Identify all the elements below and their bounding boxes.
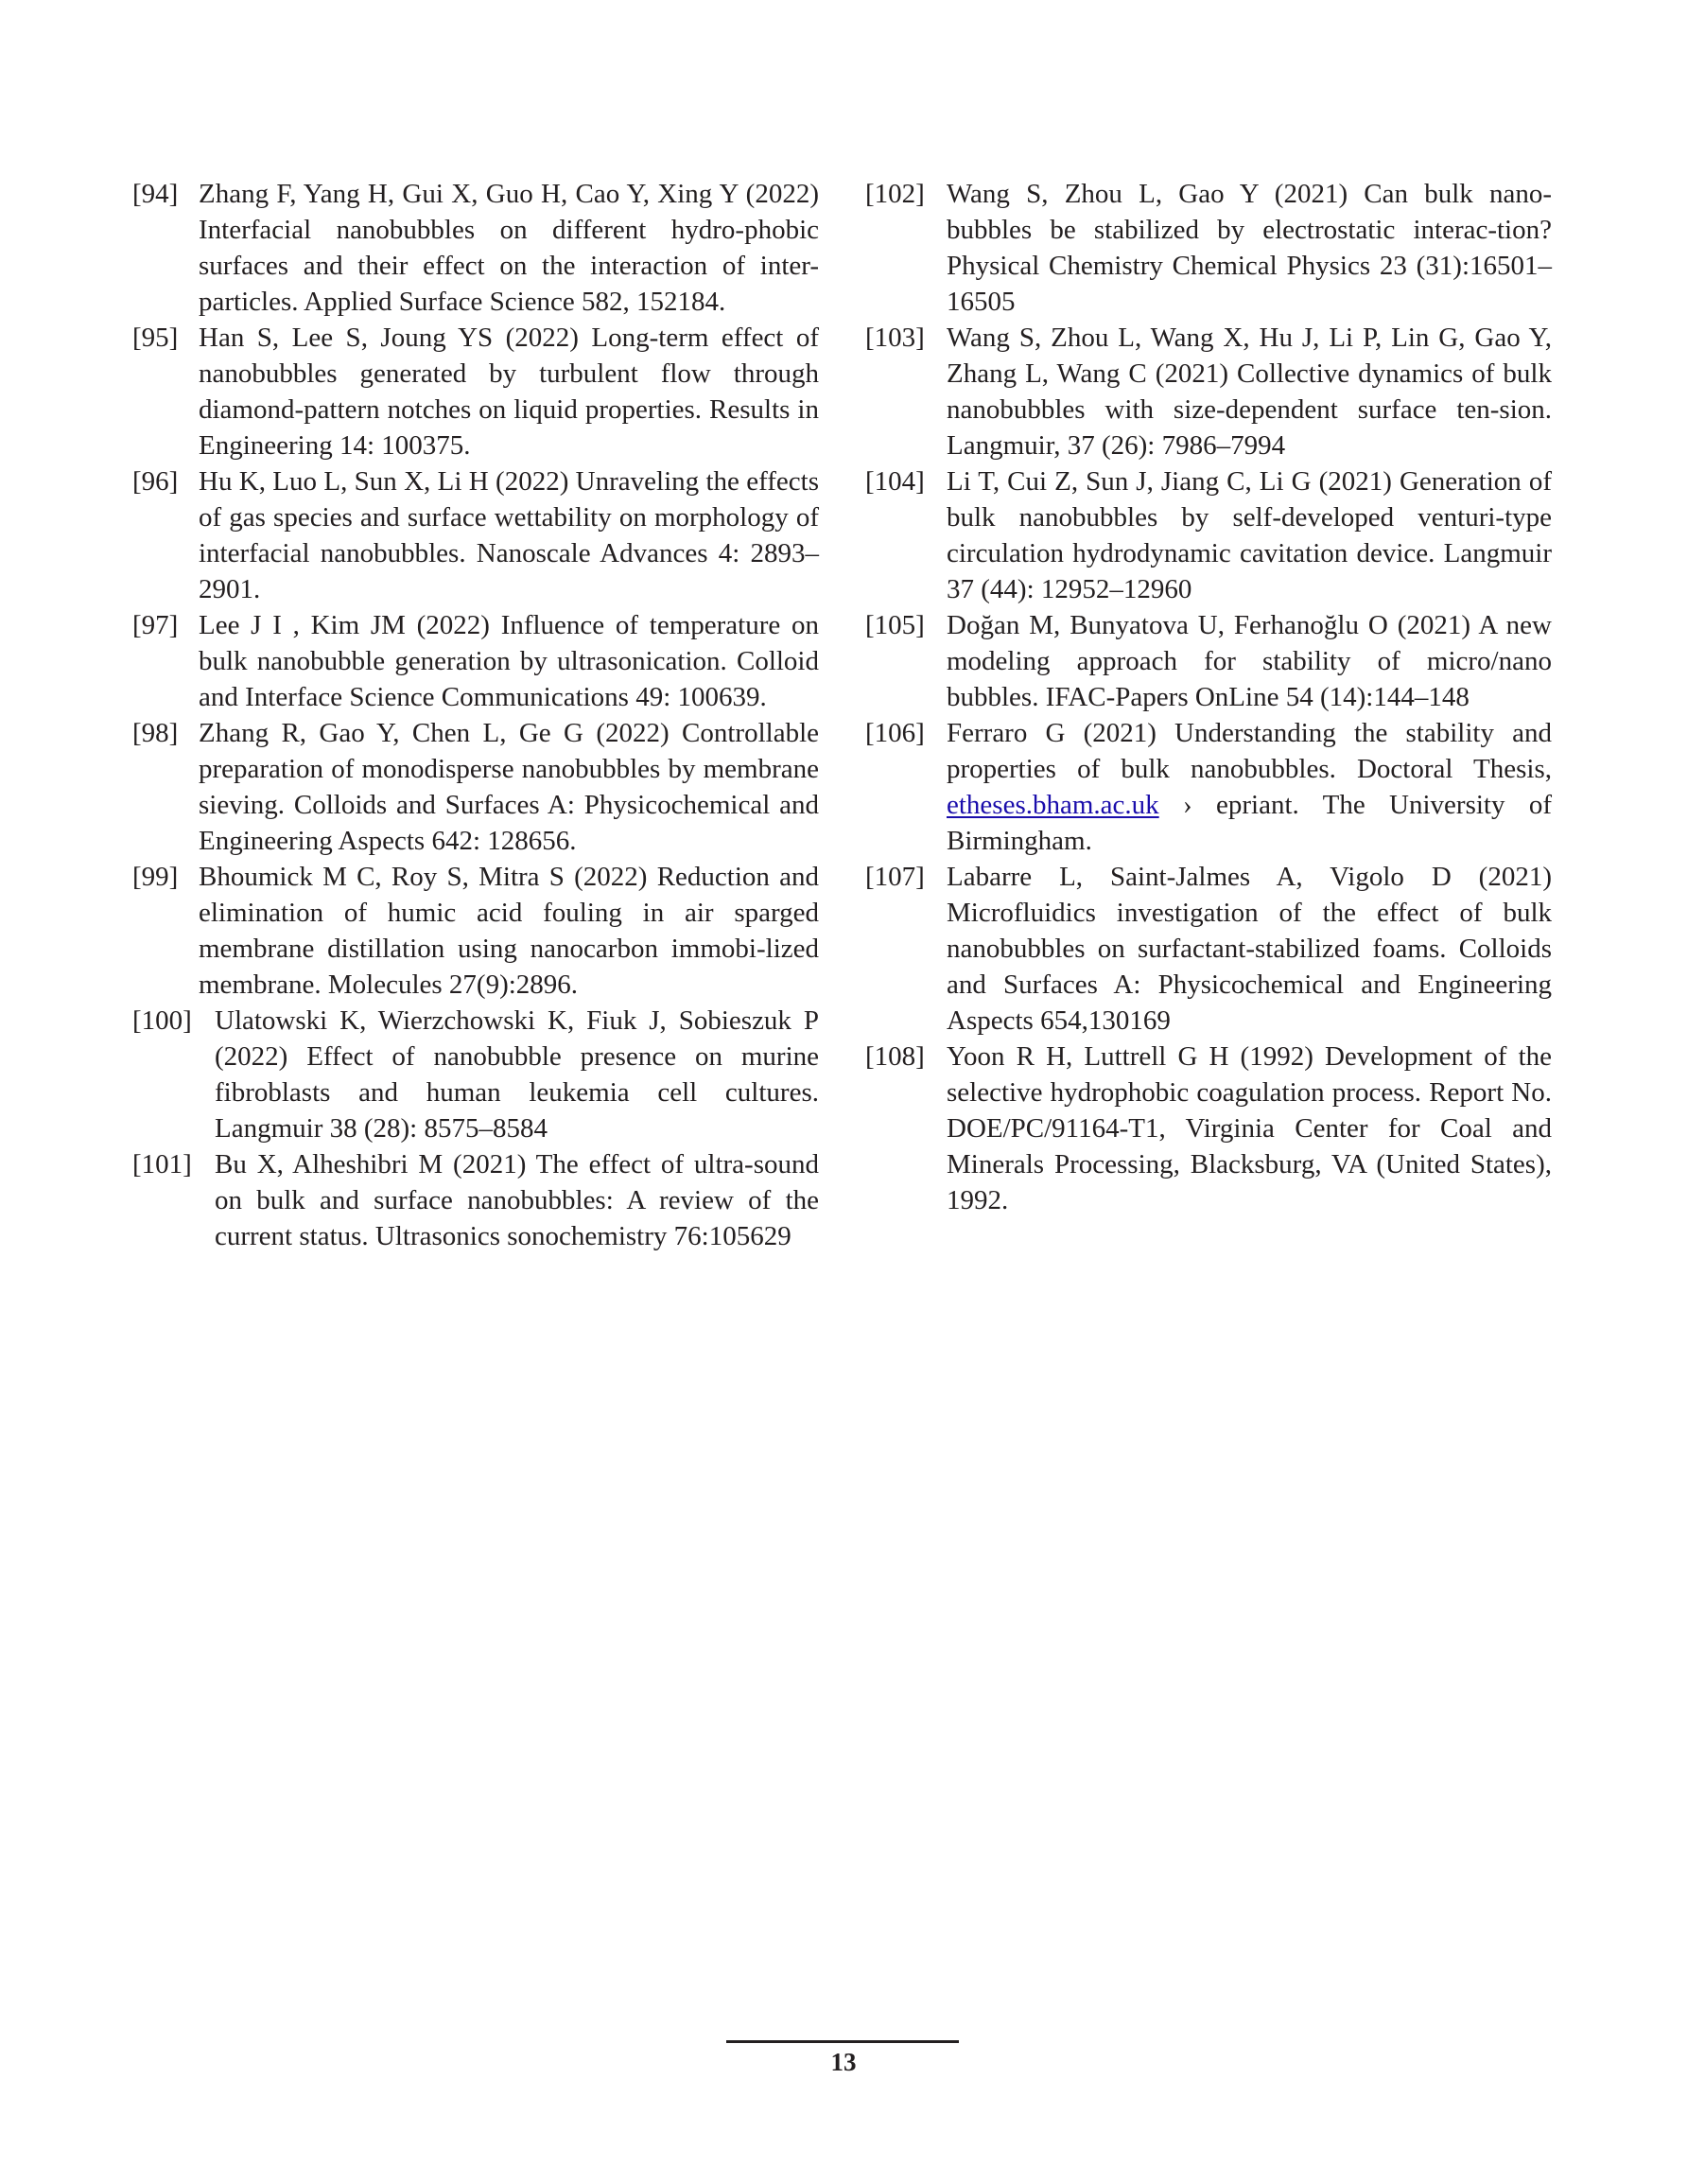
reference-number: [106] — [865, 718, 925, 748]
reference-text: Ulatowski K, Wierzchowski K, Fiuk J, Sobieszuk P (2022) Effect of nanobubble presence on murine fibroblasts and human leukemia cell cultures. Langmuir 38 (28): 8575–8584 — [215, 1005, 819, 1144]
reference-entry — [865, 859, 1552, 1039]
reference-entry — [132, 1146, 819, 1254]
reference-entry — [132, 176, 819, 320]
reference-list-left-column — [132, 176, 819, 1254]
reference-text: Wang S, Zhou L, Wang X, Hu J, Li P, Lin G, Gao Y, Zhang L, Wang C (2021) Collective dynamics of bulk nanobubbles with size-dependent surface ten-sion. Langmuir, 37 (26): 7986–7994 — [947, 323, 1552, 461]
reference-text: Li T, Cui Z, Sun J, Jiang C, Li G (2021) Generation of bulk nanobubbles by self-developed venturi-type circulation hydrodynamic cavitation device. Langmuir 37 (44): 12952–12960 — [947, 466, 1552, 604]
reference-text: Zhang F, Yang H, Gui X, Guo H, Cao Y, Xing Y (2022) Interfacial nanobubbles on different hydro-phobic surfaces and their effect on the interaction of inter-particles. Applied Surface Science 582, 152184. — [199, 179, 819, 317]
reference-entry — [132, 715, 819, 859]
reference-entry — [132, 320, 819, 463]
reference-number: [107] — [865, 862, 925, 892]
reference-number: [97] — [132, 610, 179, 640]
reference-text-before-link: Ferraro G (2021) Understanding the stability and properties of bulk nanobubbles. Doctoral Thesis, — [947, 718, 1552, 784]
reference-text: Wang S, Zhou L, Gao Y (2021) Can bulk nano-bubbles be stabilized by electrostatic interac-tion? Physical Chemistry Chemical Physics 23 (31):16501–16505 — [947, 179, 1552, 317]
reference-entry — [132, 1003, 819, 1146]
reference-number: [100] — [132, 1005, 192, 1036]
reference-text: Doğan M, Bunyatova U, Ferhanoğlu O (2021) A new modeling approach for stability of micro/nano bubbles. IFAC-Papers OnLine 54 (14):144–148 — [947, 610, 1552, 712]
reference-entry — [132, 463, 819, 607]
reference-number: [102] — [865, 179, 925, 209]
thesis-repository-link[interactable]: etheses.bham.ac.uk — [947, 790, 1159, 820]
reference-entry — [865, 463, 1552, 607]
reference-entry — [865, 715, 1552, 859]
reference-entry — [865, 1039, 1552, 1218]
reference-number: [95] — [132, 323, 179, 353]
reference-number: [108] — [865, 1041, 925, 1072]
reference-number: [96] — [132, 466, 179, 497]
reference-number: [104] — [865, 466, 925, 497]
reference-text: Yoon R H, Luttrell G H (1992) Development of the selective hydrophobic coagulation process. Report No. DOE/PC/91164-T1, Virginia Center for Coal and Minerals Processing, Blacksburg, VA (United States), 1992. — [947, 1041, 1552, 1215]
reference-text: Labarre L, Saint-Jalmes A, Vigolo D (2021) Microfluidics investigation of the effect of bulk nanobubbles on surfactant-stabilized foams. Colloids and Surfaces A: Physicochemical and Engineering Aspects 654,130169 — [947, 862, 1552, 1036]
reference-text: Han S, Lee S, Joung YS (2022) Long-term effect of nanobubbles generated by turbulent flow through diamond-pattern notches on liquid properties. Results in Engineering 14: 100375. — [199, 323, 819, 461]
reference-text — [947, 715, 1552, 859]
reference-list-right-column — [865, 176, 1552, 1218]
reference-number: [99] — [132, 862, 179, 892]
reference-text: Zhang R, Gao Y, Chen L, Ge G (2022) Controllable preparation of monodisperse nanobubbles by membrane sieving. Colloids and Surfaces A: Physicochemical and Engineering Aspects 642: 128656. — [199, 718, 819, 856]
reference-text: Hu K, Luo L, Sun X, Li H (2022) Unraveling the effects of gas species and surface wettability on morphology of interfacial nanobubbles. Nanoscale Advances 4: 2893–2901. — [199, 466, 819, 604]
reference-entry — [865, 320, 1552, 463]
reference-number: [94] — [132, 179, 179, 209]
reference-text: Bu X, Alheshibri M (2021) The effect of ultra-sound on bulk and surface nanobubbles: A review of the current status. Ultrasonics sonochemistry 76:105629 — [215, 1149, 819, 1251]
reference-entry — [865, 176, 1552, 320]
reference-entry — [865, 607, 1552, 715]
page-number: 13 — [830, 2048, 857, 2076]
reference-entry — [132, 859, 819, 1003]
reference-text: Lee J I , Kim JM (2022) Influence of temperature on bulk nanobubble generation by ultrasonication. Colloid and Interface Science Communications 49: 100639. — [199, 610, 819, 712]
reference-number: [101] — [132, 1149, 192, 1179]
reference-number: [105] — [865, 610, 925, 640]
reference-text: Bhoumick M C, Roy S, Mitra S (2022) Reduction and elimination of humic acid fouling in air sparged membrane distillation using nanocarbon immobi-lized membrane. Molecules 27(9):2896. — [199, 862, 819, 1000]
reference-number: [103] — [865, 323, 925, 353]
footer-rule — [726, 2040, 959, 2043]
reference-number: [98] — [132, 718, 179, 748]
reference-entry — [132, 607, 819, 715]
reference-text-after-link: › epriant. The University of Birmingham. — [947, 790, 1552, 856]
